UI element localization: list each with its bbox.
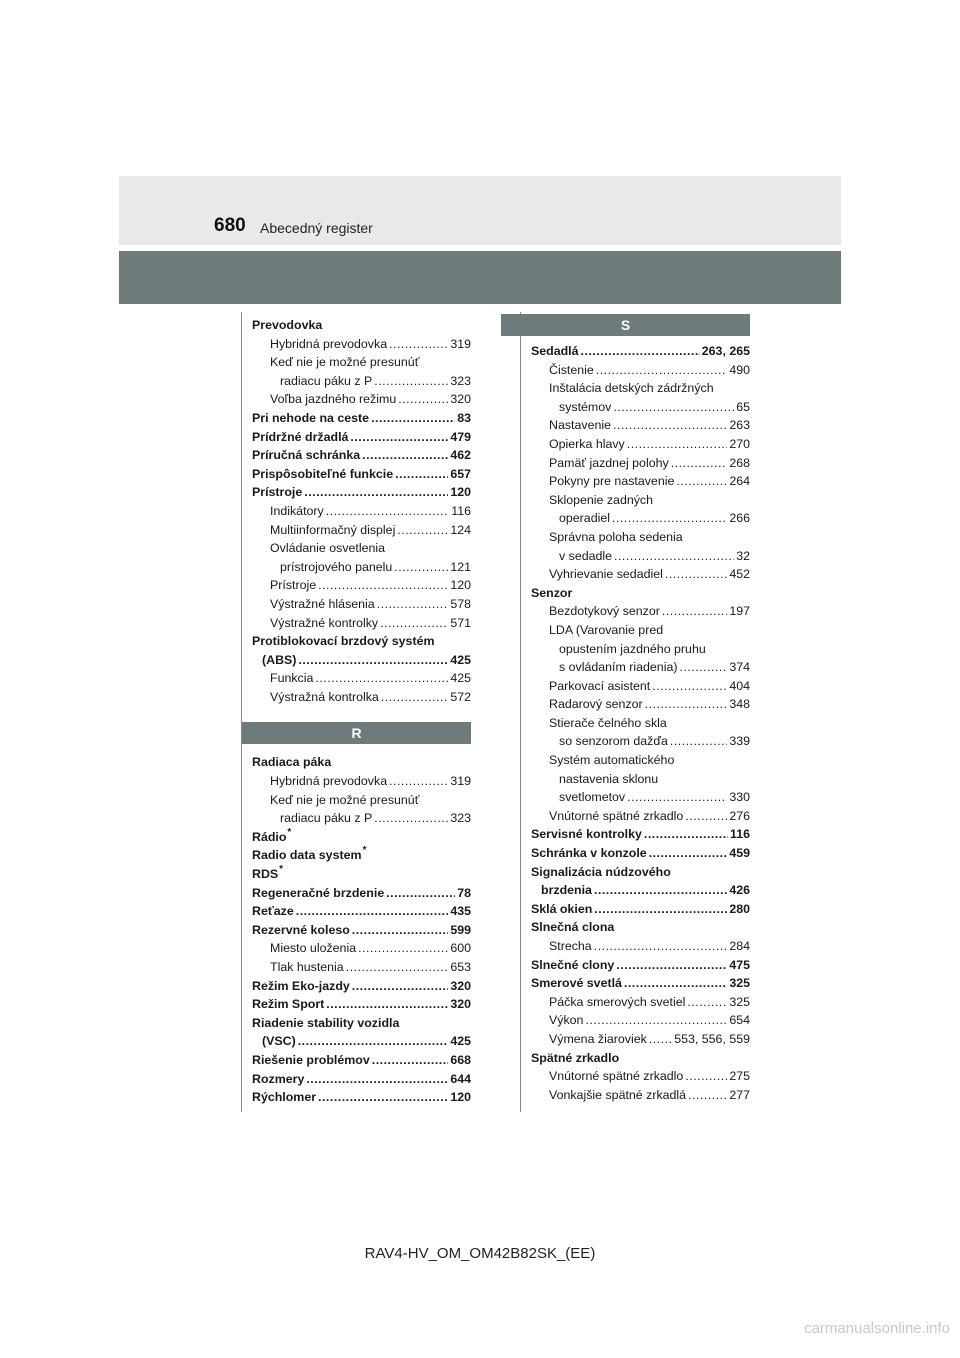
index-entry: [252, 884, 471, 903]
index-entry: [531, 509, 750, 528]
index-entry: [531, 825, 750, 844]
index-entry: [252, 902, 471, 921]
index-entry-page: 348: [729, 697, 750, 712]
index-entry: [252, 921, 471, 940]
index-entry-term: nastavenia sklonu: [559, 771, 659, 786]
index-entry: [531, 379, 750, 398]
dot-leader: [644, 825, 728, 844]
index-entry: [531, 640, 750, 659]
dot-leader: [398, 390, 448, 409]
dot-leader: [613, 416, 727, 435]
index-entry-term: Keď nie je možné presunúť: [270, 355, 420, 370]
dot-leader: [624, 974, 727, 993]
index-entry: [252, 390, 471, 409]
header-dark-band: [119, 251, 841, 304]
dot-leader: [627, 435, 728, 454]
index-entry-page: 330: [729, 790, 750, 805]
index-entry-term: Príručná schránka: [252, 448, 361, 463]
dot-leader: [318, 1088, 448, 1107]
index-entry: [531, 1011, 750, 1030]
index-entry: [252, 1088, 471, 1107]
index-entry-term: Vnútorné spätné zrkadlo: [549, 1069, 684, 1084]
index-entry: [252, 828, 471, 847]
index-entry: [531, 584, 750, 603]
index-entry: [531, 416, 750, 435]
index-entry-term: radiacu páku z P: [280, 373, 373, 388]
index-entry-page: 571: [450, 615, 471, 630]
index-entry: [531, 695, 750, 714]
index-entry-term: Slnečné clony: [531, 957, 615, 972]
dot-leader: [362, 446, 448, 465]
index-entry: [252, 1014, 471, 1033]
index-entry-term: Režim Sport: [252, 997, 325, 1012]
index-entry-page: 578: [450, 596, 471, 611]
index-entry: [531, 472, 750, 491]
index-block-p: [252, 316, 471, 706]
index-entry-term: Signalizácia núdzového: [531, 864, 671, 879]
index-entry-page: 32: [736, 548, 750, 563]
dot-leader: [687, 993, 727, 1012]
index-entry-term: Riešenie problémov: [252, 1052, 370, 1067]
dot-leader: [304, 483, 448, 502]
index-entry-page: 319: [450, 774, 471, 789]
index-entry-term: Tlak hustenia: [270, 960, 344, 974]
letter-heading-r: R: [242, 722, 471, 744]
index-entry: [252, 958, 471, 977]
index-entry: [252, 502, 471, 521]
index-entry: [531, 788, 750, 807]
index-entry-term: (VSC): [262, 1034, 296, 1049]
dot-leader: [665, 565, 727, 584]
index-entry: [252, 846, 471, 865]
index-entry-term: Rezervné koleso: [252, 922, 350, 937]
index-entry: [252, 465, 471, 484]
index-entry-page: 572: [450, 689, 471, 704]
index-entry: [531, 1067, 750, 1086]
index-entry-term: operadiel: [559, 511, 610, 526]
index-entry-page: 197: [729, 604, 750, 619]
dot-leader: [613, 398, 734, 417]
index-entry-term: Správna poloha sedenia: [549, 529, 683, 544]
index-entry-page: 319: [450, 336, 471, 351]
index-entry-page: 668: [450, 1052, 471, 1067]
index-entry: [531, 621, 750, 640]
index-entry: [531, 974, 750, 993]
dot-leader: [594, 881, 727, 900]
index-entry: [531, 844, 750, 863]
index-entry: [531, 528, 750, 547]
dot-leader: [652, 677, 727, 696]
dot-leader: [688, 1086, 727, 1105]
dot-leader: [685, 1067, 727, 1086]
index-entry-term: Výstražné kontrolky: [270, 615, 379, 630]
dot-leader: [374, 809, 448, 828]
dot-leader: [315, 669, 448, 688]
dot-leader: [394, 558, 448, 577]
dot-leader: [296, 902, 449, 921]
page-number: 680: [214, 215, 246, 236]
index-entry-term: Indikátory: [270, 503, 324, 518]
dot-leader: [614, 547, 734, 566]
index-entry: [531, 658, 750, 677]
index-entry-page: 459: [729, 846, 750, 861]
index-entry: [531, 956, 750, 975]
index-entry-term: Páčka smerových svetiel: [549, 994, 686, 1009]
dot-leader: [676, 472, 727, 491]
dot-leader: [594, 937, 728, 956]
index-entry: [252, 1032, 471, 1051]
dot-leader: [670, 732, 727, 751]
dot-leader: [371, 409, 455, 428]
index-entry: [252, 558, 471, 577]
index-entry-page: 320: [450, 978, 471, 993]
index-entry-term: Systém automatického: [549, 753, 675, 768]
index-entry-term: Radiaca páka: [252, 755, 332, 770]
index-entry: [531, 1030, 750, 1049]
dot-leader: [318, 576, 448, 595]
index-entry-page: 116: [451, 503, 471, 518]
index-entry-term: Výstražné hlásenia: [270, 596, 375, 611]
index-entry-term: Inštalácia detských zádržných: [549, 381, 714, 396]
index-entry-term: LDA (Varovanie pred: [549, 622, 664, 637]
dot-leader: [649, 1030, 672, 1049]
dot-leader: [585, 1011, 727, 1030]
index-entry-term: Stierače čelného skla: [549, 715, 667, 730]
index-entry-term: Hybridná prevodovka: [270, 336, 388, 351]
dot-leader: [352, 977, 449, 996]
footnote-star: *: [287, 826, 292, 838]
index-entry: [531, 1086, 750, 1105]
index-entry-page: 320: [450, 997, 471, 1012]
dot-leader: [372, 1051, 449, 1070]
index-entry: [531, 454, 750, 473]
dot-leader: [326, 502, 450, 521]
index-entry: [252, 632, 471, 651]
index-entry: [252, 353, 471, 372]
watermark: carmanualsonline.info: [804, 1320, 950, 1337]
index-entry-page: 78: [457, 885, 471, 900]
index-entry: [252, 483, 471, 502]
index-entry-page: 600: [450, 941, 471, 956]
index-entry-term: Rýchlomer: [252, 1090, 317, 1105]
index-entry-page: 425: [450, 1034, 471, 1049]
dot-leader: [397, 521, 448, 540]
index-entry-term: radiacu páku z P: [280, 811, 373, 826]
index-entry-term: Ovládanie osvetlenia: [270, 541, 386, 556]
left-index-column: [252, 316, 471, 1107]
index-entry-term: systémov: [559, 399, 612, 414]
index-entry-page: 120: [450, 1090, 471, 1105]
index-entry-term: Prístroje: [252, 485, 303, 500]
index-entry-page: 452: [729, 567, 750, 582]
dot-leader: [326, 995, 448, 1014]
index-entry-term: so senzorom dažďa: [559, 734, 668, 749]
dot-leader: [649, 844, 728, 863]
index-entry: [252, 753, 471, 772]
index-entry-term: Výstražná kontrolka: [270, 689, 379, 704]
index-entry-page: 120: [450, 485, 471, 500]
index-block-r: [252, 753, 471, 1106]
dot-leader: [352, 921, 449, 940]
index-entry-term: Výmena žiaroviek: [549, 1031, 647, 1046]
index-entry: [252, 995, 471, 1014]
letter-heading-s: S: [501, 314, 750, 336]
index-entry-term: (ABS): [262, 652, 297, 667]
index-entry-page: 374: [729, 660, 750, 675]
index-entry: [531, 770, 750, 789]
index-entry-term: Radarový senzor: [549, 697, 643, 712]
index-entry: [252, 316, 471, 335]
index-entry: [252, 521, 471, 540]
index-entry-term: Bezdotykový senzor: [549, 604, 660, 619]
index-entry: [531, 863, 750, 882]
index-entry-term: Parkovací asistent: [549, 678, 651, 693]
section-title: Abecedný register: [260, 220, 373, 236]
index-entry-page: 276: [729, 808, 750, 823]
dot-leader: [374, 372, 448, 391]
index-entry-term: Sklá okien: [531, 901, 593, 916]
dot-leader: [386, 884, 455, 903]
dot-leader: [389, 772, 448, 791]
index-entry: [252, 939, 471, 958]
index-entry-term: svetlometov: [559, 790, 626, 805]
index-entry-page: 490: [729, 362, 750, 377]
index-entry-page: 124: [450, 522, 471, 537]
index-entry: [531, 714, 750, 733]
index-entry-term: Výkon: [549, 1013, 584, 1028]
footnote-star: *: [279, 864, 284, 876]
index-entry: [252, 977, 471, 996]
index-entry: [252, 446, 471, 465]
index-entry-page: 657: [450, 466, 471, 481]
dot-leader: [596, 361, 728, 380]
right-index-column: [531, 314, 750, 1104]
index-entry-term: Servisné kontrolky: [531, 827, 642, 842]
index-entry-term: Rozmery: [252, 1071, 305, 1086]
index-entry-page: 325: [729, 976, 750, 991]
index-entry-page: 323: [450, 373, 471, 388]
dot-leader: [350, 428, 448, 447]
index-entry: [252, 614, 471, 633]
index-entry-term: Pokyny pre nastavenie: [549, 474, 675, 489]
index-entry-page: 65: [736, 399, 750, 414]
index-entry-page: 266: [729, 511, 750, 526]
index-entry: [252, 409, 471, 428]
index-entry: [531, 937, 750, 956]
footnote-star: *: [362, 845, 367, 857]
dot-leader: [389, 335, 448, 354]
index-entry-term: Pamäť jazdnej polohy: [549, 455, 669, 470]
index-entry-page: 425: [450, 671, 471, 686]
index-entry-page: 599: [450, 922, 471, 937]
dot-leader: [346, 958, 449, 977]
index-entry-page: 121: [450, 559, 471, 574]
index-entry-term: Schránka v konzole: [531, 846, 647, 861]
index-entry-page: 654: [729, 1013, 750, 1028]
index-entry: [531, 993, 750, 1012]
index-entry-term: Miesto uloženia: [270, 941, 357, 956]
index-entry: [531, 1049, 750, 1068]
index-entry: [531, 398, 750, 417]
index-entry-page: 116: [730, 827, 750, 842]
index-entry-term: Sedadlá: [531, 344, 579, 358]
index-entry: [252, 809, 471, 828]
index-entry: [531, 751, 750, 770]
index-entry-term: Prispôsobiteľné funkcie: [252, 466, 394, 481]
index-entry-term: Protiblokovací brzdový systém: [252, 634, 435, 649]
index-entry: [531, 900, 750, 919]
dot-leader: [306, 1070, 448, 1089]
index-entry-term: Prídržné držadlá: [252, 429, 349, 444]
index-entry-page: 264: [729, 474, 750, 489]
index-entry: [252, 335, 471, 354]
index-entry: [531, 732, 750, 751]
index-entry-term: Funkcia: [270, 671, 314, 686]
dot-leader: [645, 695, 728, 714]
document-code: RAV4-HV_OM_OM42B82SK_(EE): [364, 1245, 596, 1262]
dot-leader: [298, 651, 448, 670]
index-entry-page: 425: [450, 652, 471, 667]
index-entry: [252, 428, 471, 447]
index-entry-term: Multiinformačný displej: [270, 522, 396, 537]
index-entry-page: 426: [729, 883, 750, 898]
dot-leader: [662, 602, 727, 621]
index-entry-page: 280: [729, 901, 750, 916]
index-entry-term: Strecha: [549, 939, 592, 953]
index-entry-page: 475: [729, 957, 750, 972]
dot-leader: [380, 614, 448, 633]
index-entry-term: prístrojového panelu: [280, 559, 393, 574]
index-entry: [531, 881, 750, 900]
index-entry-term: Slnečná clona: [531, 920, 615, 935]
index-entry-term: brzdenia: [541, 883, 592, 898]
index-entry-page: 270: [729, 436, 750, 451]
index-entry-term: Spätné zrkadlo: [531, 1050, 620, 1065]
index-entry-page: 339: [729, 734, 750, 749]
index-entry-term: Regeneračné brzdenie: [252, 885, 385, 900]
index-entry-page: 120: [450, 578, 471, 593]
index-entry-page: 653: [450, 960, 471, 974]
index-entry: [252, 539, 471, 558]
index-entry-term: Prevodovka: [252, 318, 323, 332]
index-entry-page: 277: [729, 1087, 750, 1102]
index-entry-term: Reťaze: [252, 904, 294, 919]
index-entry-page: 644: [450, 1071, 471, 1086]
dot-leader: [685, 807, 727, 826]
index-entry-term: Riadenie stability vozidla: [252, 1015, 400, 1030]
index-entry-page: 320: [450, 392, 471, 407]
index-entry-term: Vyhrievanie sedadiel: [549, 567, 663, 582]
index-entry: [252, 1051, 471, 1070]
index-entry: [531, 565, 750, 584]
index-entry-page: 284: [729, 939, 750, 953]
index-entry: [531, 361, 750, 380]
index-entry: [531, 918, 750, 937]
index-entry-term: Voľba jazdného režimu: [270, 392, 397, 407]
index-entry: [252, 372, 471, 391]
index-entry-term: Prístroje: [270, 578, 317, 593]
index-entry: [252, 595, 471, 614]
index-entry: [531, 602, 750, 621]
index-entry-term: Opierka hlavy: [549, 436, 625, 451]
index-entry-term: Hybridná prevodovka: [270, 774, 388, 789]
index-entry-term: Sklopenie zadných: [549, 492, 654, 507]
index-entry-page: 268: [729, 455, 750, 470]
index-entry-page: 275: [729, 1069, 750, 1084]
index-entry-term: Keď nie je možné presunúť: [270, 792, 420, 807]
index-entry: [252, 576, 471, 595]
index-entry: [252, 1070, 471, 1089]
index-entry-page: 325: [729, 994, 750, 1009]
index-entry: [531, 547, 750, 566]
index-entry-page: 435: [450, 904, 471, 919]
index-entry-page: 263, 265: [701, 344, 750, 358]
index-entry-term: Radio data system: [252, 848, 362, 863]
index-entry-term: Vonkajšie spätné zrkadlá: [549, 1087, 687, 1102]
dot-leader: [298, 1032, 449, 1051]
index-entry-page: 263: [729, 418, 750, 433]
index-entry: [531, 435, 750, 454]
index-entry-term: opustením jazdného pruhu: [559, 641, 706, 656]
index-entry: [252, 791, 471, 810]
index-entry-term: Smerové svetlá: [531, 976, 622, 991]
index-entry-term: Senzor: [531, 585, 573, 600]
left-column-rule: [241, 312, 242, 1112]
index-entry-term: Režim Eko-jazdy: [252, 978, 350, 993]
index-entry: [252, 669, 471, 688]
index-entry: [531, 807, 750, 826]
index-entry-page: 83: [457, 410, 471, 425]
index-entry-term: Čistenie: [549, 362, 594, 377]
index-entry-page: 553, 556, 559: [674, 1031, 750, 1046]
index-entry-page: 462: [450, 448, 471, 463]
dot-leader: [381, 688, 449, 707]
index-entry-page: 404: [729, 678, 750, 693]
index-entry-term: Pri nehode na ceste: [252, 410, 370, 425]
index-entry: [531, 342, 750, 361]
index-entry: [252, 865, 471, 884]
index-entry: [531, 491, 750, 510]
index-block-s: [531, 342, 750, 1104]
index-entry-term: Nastavenie: [549, 418, 611, 433]
dot-leader: [594, 900, 727, 919]
dot-leader: [671, 454, 728, 473]
index-entry-term: s ovládaním riadenia): [559, 660, 678, 675]
dot-leader: [377, 595, 449, 614]
center-column-rule: [520, 312, 521, 1112]
index-entry-term: RDS: [252, 867, 279, 882]
index-entry: [252, 651, 471, 670]
index-entry: [252, 772, 471, 791]
dot-leader: [679, 658, 727, 677]
index-entry: [531, 677, 750, 696]
dot-leader: [395, 465, 448, 484]
index-entry-term: Vnútorné spätné zrkadlo: [549, 808, 684, 823]
index-entry-page: 323: [450, 811, 471, 826]
dot-leader: [358, 939, 448, 958]
dot-leader: [627, 788, 727, 807]
dot-leader: [581, 342, 700, 361]
index-entry-term: Rádio: [252, 829, 287, 844]
index-entry-page: 479: [450, 429, 471, 444]
dot-leader: [612, 509, 727, 528]
dot-leader: [616, 956, 727, 975]
index-entry: [252, 688, 471, 707]
index-entry-term: v sedadle: [559, 548, 613, 563]
